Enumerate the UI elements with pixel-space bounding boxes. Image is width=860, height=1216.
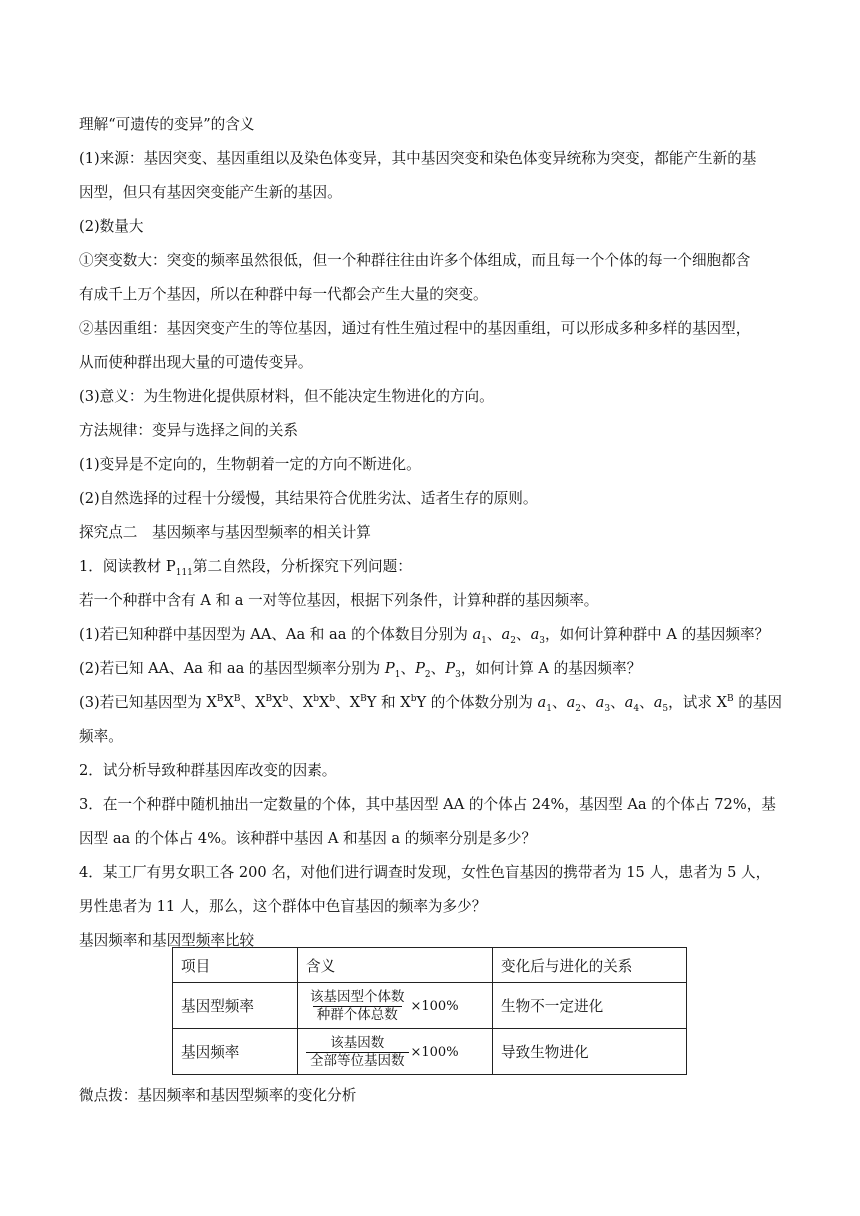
table-row <box>173 983 687 1029</box>
paragraph: 若一个种群中含有 A 和 a 一对等位基因，根据下列条件，计算种群的基因频率。 <box>79 592 599 609</box>
question-1: 1．阅读教材 $P_{111}$第二自然段，分析探究下列问题： <box>79 558 412 578</box>
question-1-2: (2)若已知 AA、Aa 和 aa 的基因型频率分别为 $P_1$、$P_2$、$P_3$，如何计算 A 的基因频率？ <box>79 660 642 680</box>
section-heading: 探究点二 基因频率与基因型频率的相关计算 <box>79 524 371 541</box>
fraction-numerator: 该基因数 <box>330 1034 385 1051</box>
paragraph: 频率。 <box>79 728 123 745</box>
fraction-denominator: 全部等位基因数 <box>306 1052 409 1070</box>
table-header-cell: 项目 <box>173 948 298 983</box>
question-1-3: (3)若已知基因型为 $X^BX^B$、$X^BX^b$、$X^bX^b$、$X^BY$ 和 $X^bY$ 的个体数分别为 $a_1$、$a_2$、$a_3$、$a_4$、$a_5$，试求 $X^B$ 的基因 <box>79 694 783 714</box>
fraction-numerator: 该基因型个体数 <box>310 988 405 1005</box>
table-cell: 基因型频率 <box>173 983 298 1029</box>
paragraph: 因型，但只有基因突变能产生新的基因。 <box>79 184 342 201</box>
paragraph: (3)意义：为生物进化提供原材料，但不能决定生物进化的方向。 <box>79 388 494 405</box>
percent-factor: ×100% <box>410 1044 459 1060</box>
fraction-formula <box>306 989 459 1024</box>
question-3: 3．在一个种群中随机抽出一定数量的个体，其中基因型 AA 的个体占 24%，基因型 Aa 的个体占 72%，基 <box>79 796 776 813</box>
paragraph: (1)变异是不定向的，生物朝着一定的方向不断进化。 <box>79 456 421 473</box>
formula-cell <box>298 983 493 1029</box>
paragraph: (2)数量大 <box>79 218 144 235</box>
section-heading: 方法规律：变异与选择之间的关系 <box>79 422 298 439</box>
table-cell: 基因频率 <box>173 1029 298 1075</box>
table-header-row <box>173 948 687 983</box>
fraction-denominator: 种群个体总数 <box>313 1006 402 1024</box>
paragraph: ①突变数大：突变的频率虽然很低，但一个种群往往由许多个体组成，而且每一个个体的每一个细胞都含 <box>79 252 751 269</box>
table-header-cell: 变化后与进化的关系 <box>493 948 687 983</box>
paragraph: (1)来源：基因突变、基因重组以及染色体变异，其中基因突变和染色体变异统称为突变，都能产生新的基 <box>79 150 757 167</box>
paragraph: ②基因重组：基因突变产生的等位基因，通过有性生殖过程中的基因重组，可以形成多种多样的基因型， <box>79 320 751 337</box>
paragraph: 男性患者为 11 人，那么，这个群体中色盲基因的频率为多少？ <box>79 898 487 915</box>
section-heading: 理解“可遗传的变异”的含义 <box>79 116 255 133</box>
fraction-formula <box>306 1035 459 1070</box>
question-2: 2．试分析导致种群基因库改变的因素。 <box>79 762 337 779</box>
table-cell: 导致生物进化 <box>493 1029 687 1075</box>
table-caption: 基因频率和基因型频率比较 <box>79 932 255 949</box>
paragraph: (2)自然选择的过程十分缓慢，其结果符合优胜劣汰、适者生存的原则。 <box>79 490 538 507</box>
question-4: 4．某工厂有男女职工各 200 名，对他们进行调查时发现，女性色盲基因的携带者为 15 人，患者为 5 人， <box>79 864 771 881</box>
footer-note: 微点拨：基因频率和基因型频率的变化分析 <box>79 1087 357 1104</box>
percent-factor: ×100% <box>410 998 459 1014</box>
comparison-table <box>172 947 687 1075</box>
table-cell: 生物不一定进化 <box>493 983 687 1029</box>
formula-cell <box>298 1029 493 1075</box>
paragraph: 有成千上万个基因，所以在种群中每一代都会产生大量的突变。 <box>79 286 488 303</box>
document-body <box>79 108 784 958</box>
table-row <box>173 1029 687 1075</box>
question-1-1: (1)若已知种群中基因型为 AA、Aa 和 aa 的个体数目分别为 $a_1$、$a_2$、$a_3$，如何计算种群中 A 的基因频率？ <box>79 626 770 646</box>
paragraph: 因型 aa 的个体占 4%。该种群中基因 A 和基因 a 的频率分别是多少？ <box>79 830 537 847</box>
paragraph: 从而使种群出现大量的可遗传变异。 <box>79 354 313 371</box>
table-header-cell: 含义 <box>298 948 493 983</box>
